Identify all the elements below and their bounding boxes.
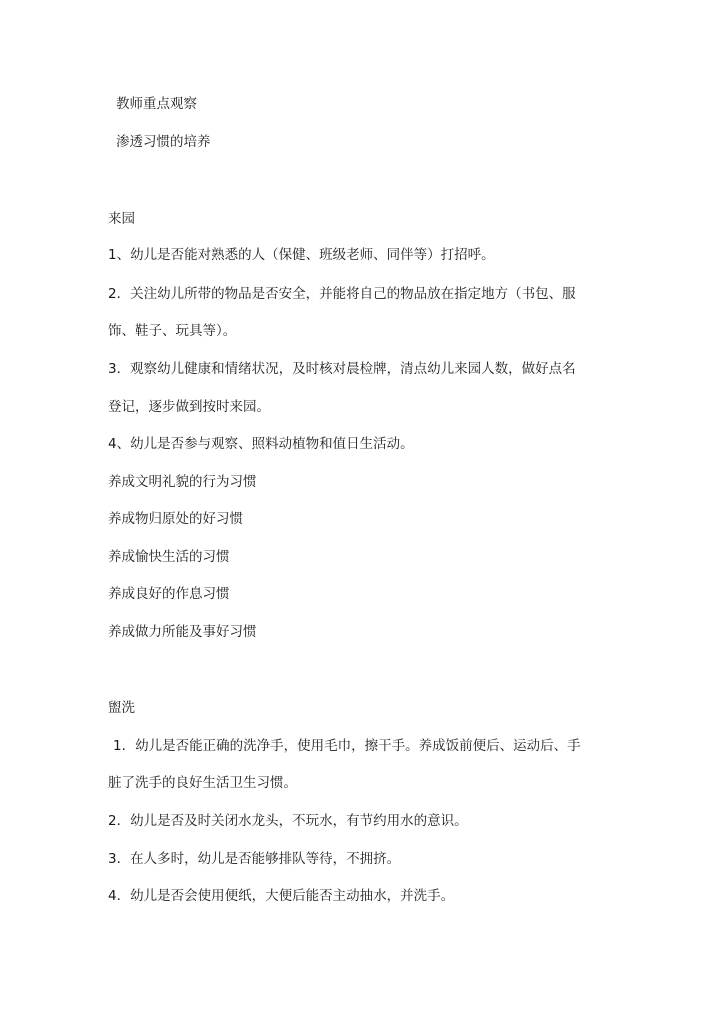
- section-heading-arrival: 来园: [108, 211, 135, 227]
- washing-item-4: 4．幼儿是否会使用便纸，大便后能否主动抽水，并洗手。: [108, 888, 455, 904]
- washing-item-1: 1．幼儿是否能正确的洗净手，使用毛巾，擦干手。养成饭前便后、运动后、手: [113, 738, 581, 754]
- habit-item-5: 养成做力所能及事好习惯: [108, 624, 257, 640]
- habit-item-2: 养成物归原处的好习惯: [108, 511, 243, 527]
- washing-item-3: 3．在人多时，幼儿是否能够排队等待，不拥挤。: [108, 851, 401, 867]
- title-habit-cultivation: 渗透习惯的培养: [116, 134, 211, 150]
- arrival-item-3: 3．观察幼儿健康和情绪状况，及时核对晨检牌，清点幼儿来园人数，做好点名: [108, 361, 576, 377]
- habit-item-3: 养成愉快生活的习惯: [108, 549, 230, 565]
- arrival-item-2: 2．关注幼儿所带的物品是否安全，并能将自己的物品放在指定地方（书包、服: [108, 286, 576, 302]
- title-teacher-observation: 教师重点观察: [116, 96, 197, 112]
- arrival-item-2-cont: 饰、鞋子、玩具等）。: [108, 323, 237, 339]
- washing-item-2: 2．幼儿是否及时关闭水龙头，不玩水，有节约用水的意识。: [108, 813, 468, 829]
- arrival-item-3-cont: 登记，逐步做到按时来园。: [108, 399, 270, 415]
- arrival-item-4: 4、幼儿是否参与观察、照料动植物和值日生活动。: [108, 436, 414, 452]
- arrival-item-1: 1、幼儿是否能对熟悉的人（保健、班级老师、同伴等）打招呼。: [108, 247, 495, 263]
- washing-item-1-cont: 脏了洗手的良好生活卫生习惯。: [108, 775, 297, 791]
- section-heading-washing: 盥洗: [108, 700, 135, 716]
- habit-item-1: 养成文明礼貌的行为习惯: [108, 474, 257, 490]
- habit-item-4: 养成良好的作息习惯: [108, 586, 230, 602]
